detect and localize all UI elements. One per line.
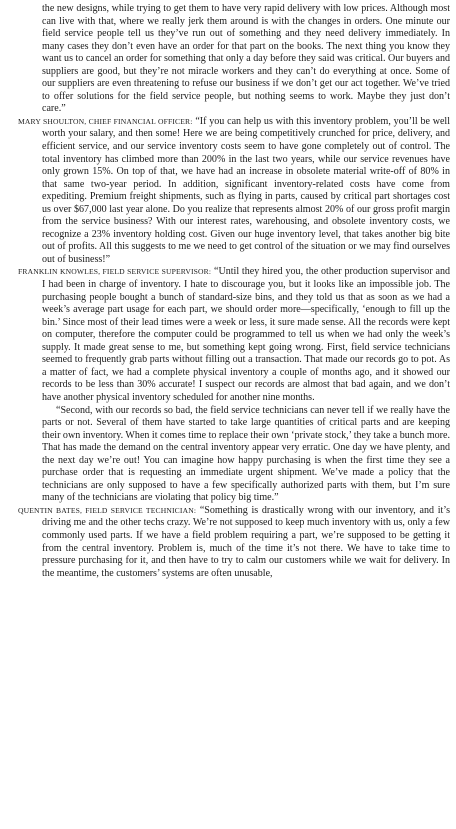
speaker-name: MARY SHOULTON, CHIEF FINANCIAL OFFICER: bbox=[18, 116, 193, 126]
paragraph-purchasing-continued: the new designs, while trying to get them to have very rapid delivery with low prices. Although most can live with that, where we really jerk them around is with the changes in orders. One minute our field service people tell us they’ve run out of something and they need delivery immediately. In many cases they don’t even have an order for that part on the books. The next thing you know they want us to cancel an order for something that only a day before they said was critical. Our buyers and suppliers are good, but they’re not miracle workers and they can’t do everything at once. Some of our suppliers are even threatening to refuse our business if we don’t get our act together. We’ve tried to offer solutions for the field service people, but nothing seems to work. Maybe they just don’t care.” bbox=[42, 3, 450, 115]
statement-text: “If you can help us with this inventory problem, you’ll be well worth your salary, and then some! Here we are being competitively crunched for price, delivery, and efficient service, and our service inventory costs seem to have gone completely out of control. The total inventory has climbed more than 200% in the last two years, while our service revenues have only grown 15%. On top of that, we have had an increase in obsolete material write-off of 80% in that same two-year period. In addition, significant inventory-related costs have come from expediting. Premium freight shipments, such as flying in parts, caused by critical part shortages cost us over $67,000 last year alone. Do you realize that represents almost 20% of our gross profit margin from the service business? With our interest rates, warehousing, and obsolete inventory costs, we recognize a 23% inventory holding cost. Given our huge inventory level, that takes another big bite out of profits. All this suggests to me we need to get control of the situation or we may find ourselves out of business!” bbox=[42, 115, 451, 265]
statement-mary-shoulton bbox=[18, 116, 450, 267]
statement-franklin-knowles bbox=[18, 266, 450, 404]
speaker-name: QUENTIN BATES, FIELD SERVICE TECHNICIAN: bbox=[18, 505, 197, 515]
paragraph-knowles-second-point: “Second, with our records so bad, the field service technicians can never tell if we really have the parts or not. Several of them have started to take large quantities of critical parts and are keeping their own inventory. When it comes time to replace their own ‘private stock,’ they take a bunch more. That has made the demand on the central inventory appear very erratic. One day we have plenty, and the next day we’re out! You can imagine how happy purchasing is when the first time they see a purchase order that is requesting an immediate urgent shipment. We’ve made a policy that the technicians are only supposed to have a few specifically authorized parts with them, but I’m sure many of the technicians are violating that policy big time.” bbox=[42, 404, 450, 504]
statement-quentin-bates bbox=[18, 505, 450, 580]
speaker-name: FRANKLIN KNOWLES, FIELD SERVICE SUPERVISOR: bbox=[18, 267, 212, 277]
statement-text: “Something is drastically wrong with our inventory, and it’s driving me and the other techs crazy. We’re not supposed to keep much inventory with us, only a few commonly used parts. If we have a field problem requiring a part, we’re supposed to be getting it from the central inventory. Problem is, much of the time it’s not there. We have to take time to pressure purchasing for it, and then have to try to calm our customers while we wait for delivery. In the meantime, the customers’ systems are often unusable, bbox=[42, 504, 451, 579]
statement-text: “Until they hired you, the other production supervisor and I had been in charge of inventory. I hate to discourage you, but it looks like an impossible job. The purchasing people bought a bunch of standard-size bins, and they told us that as soon as we had a week’s average part usage for each part, we should order more—specifically, ‘enough to fill up the bin.’ Since most of their lead times were a week or less, it sure made sense. All the records were kept on computer, therefore the computer could be programmed to tell us when we had only the week’s supply. It made great sense to me, but something kept going wrong. First, field service technicians seemed to frequently grab parts without filling out a transaction. That made our records go to pot. As a matter of fact, we had a complete physical inventory a couple of months ago, and it showed our records to be less than 30% accurate! I suspect our records are almost that bad again, and we don’t have another physical inventory scheduled for another nine months. bbox=[42, 266, 451, 403]
